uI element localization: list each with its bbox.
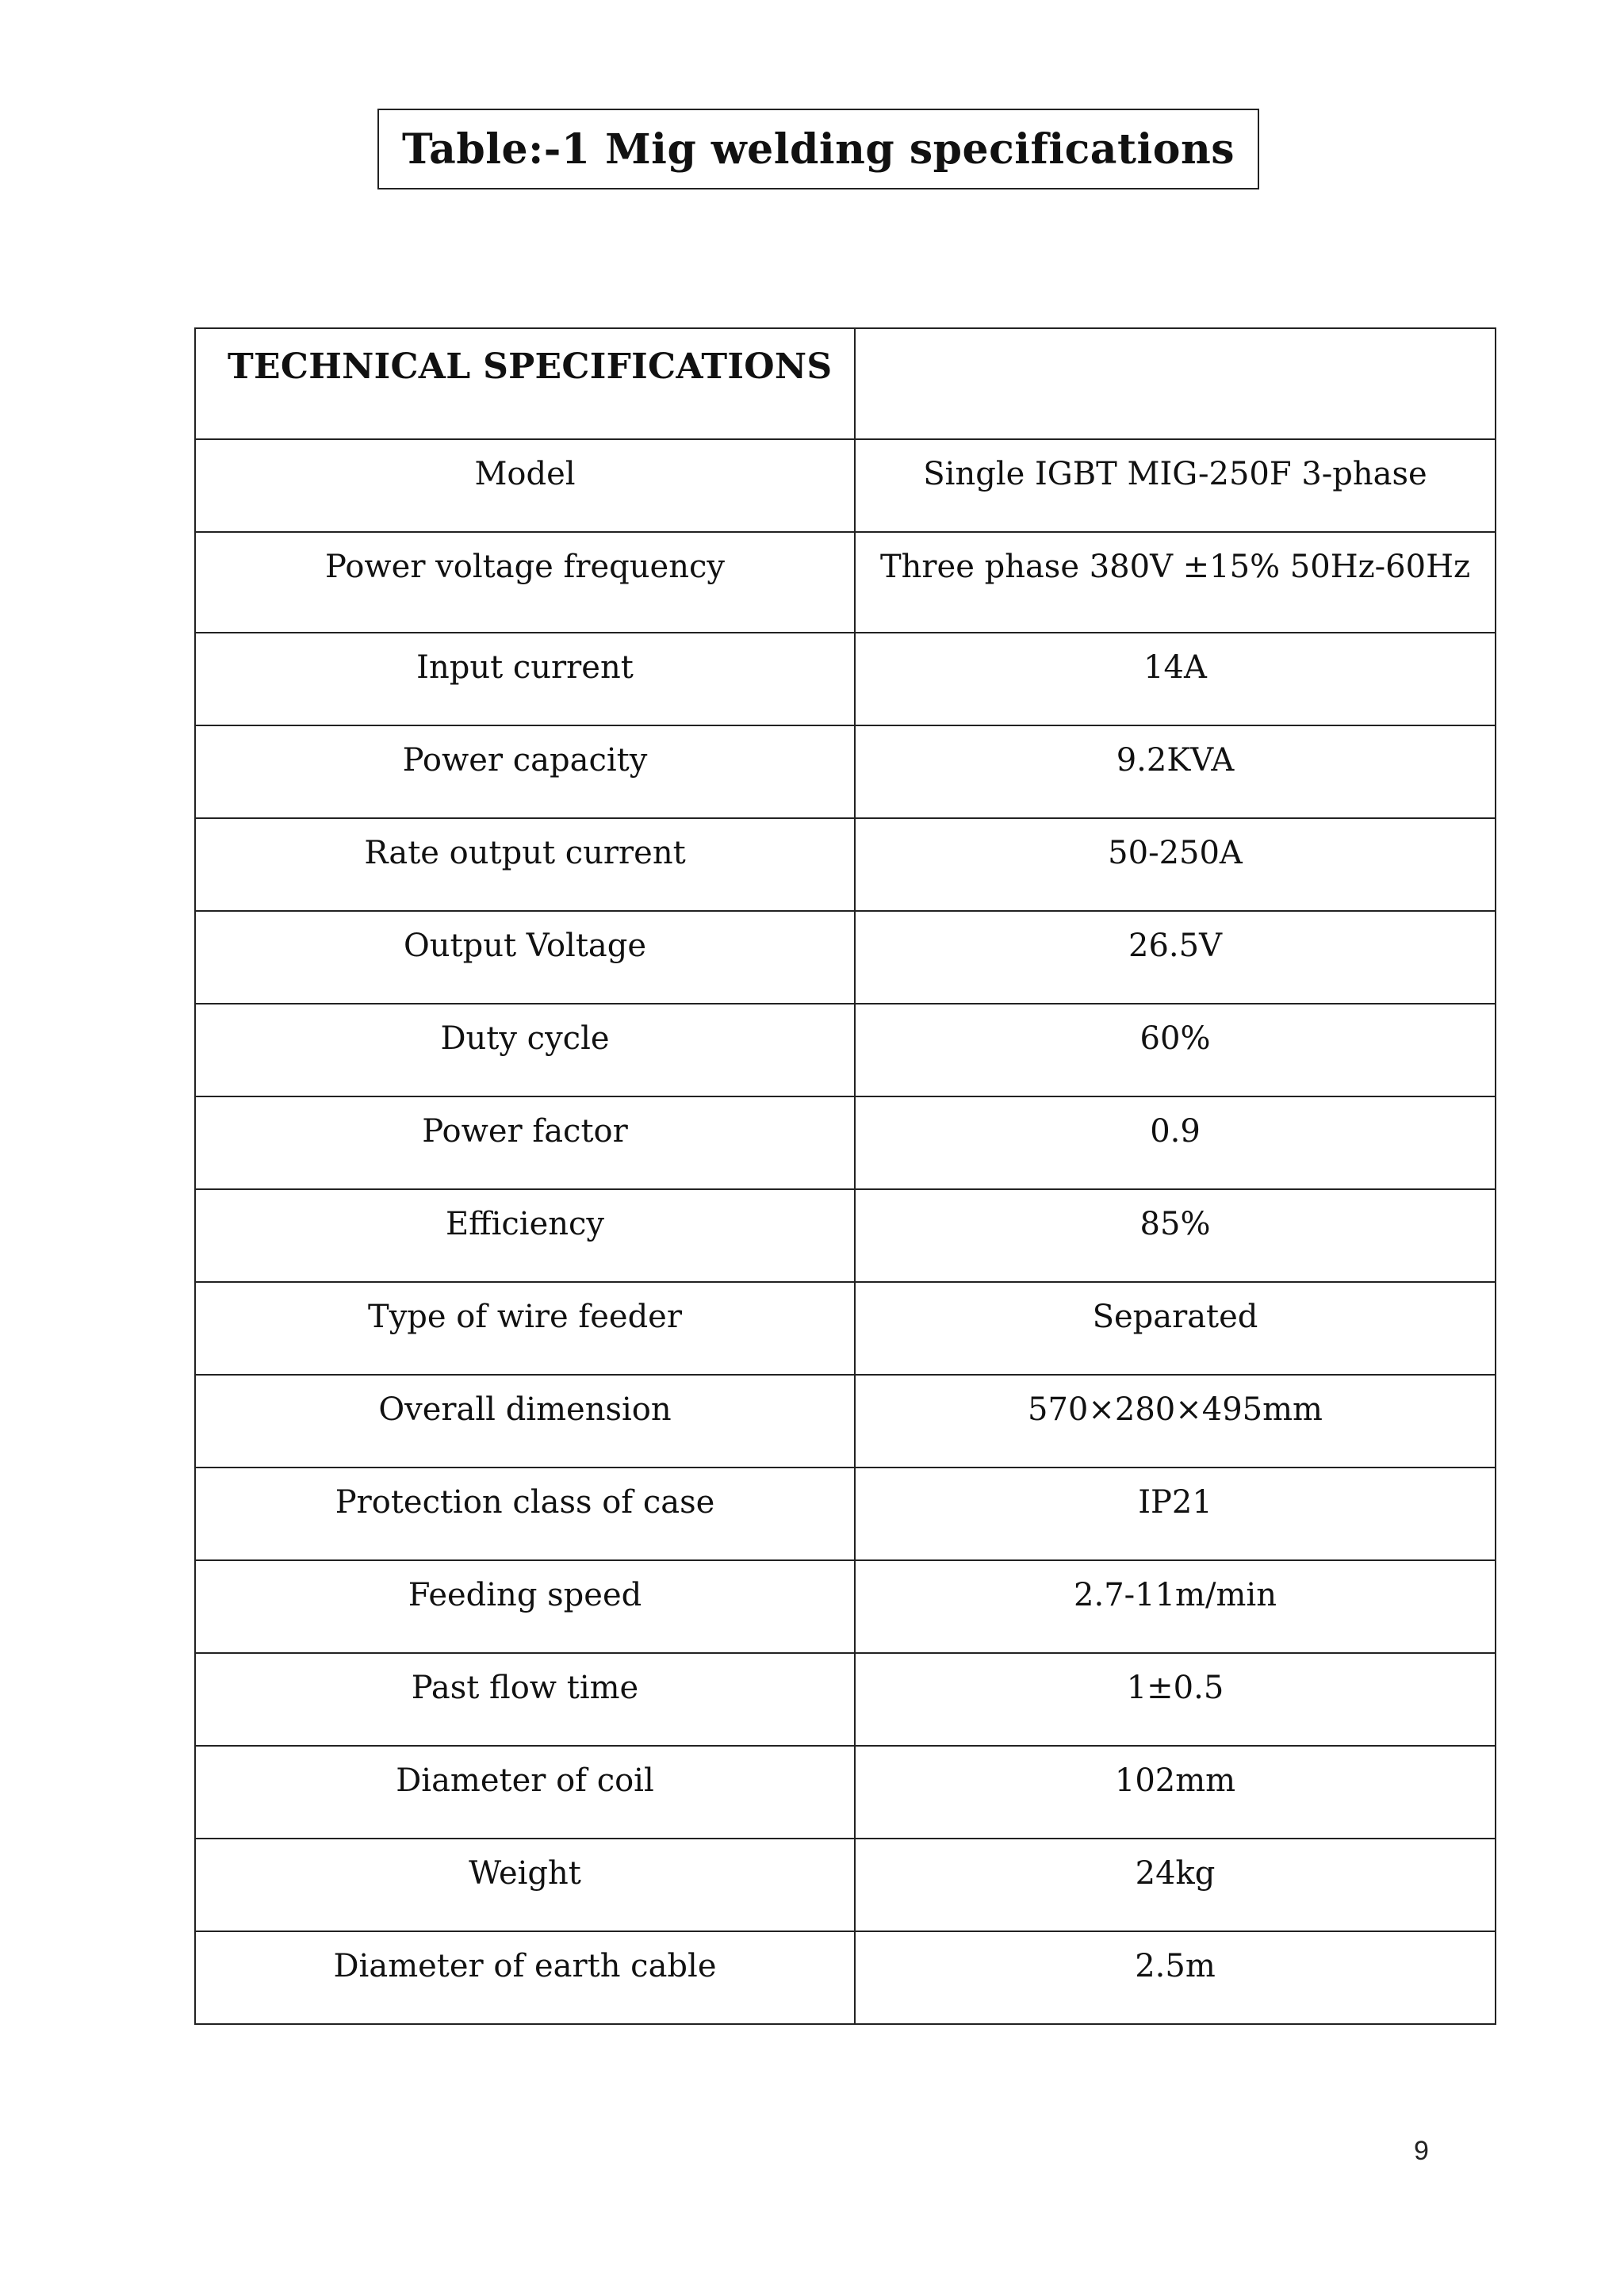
spec-label: Diameter of coil xyxy=(396,1762,654,1799)
spec-label-cell xyxy=(195,1282,855,1375)
spec-label-cell xyxy=(195,1375,855,1468)
spec-label-cell xyxy=(195,818,855,911)
spec-value: 570×280×495mm xyxy=(1028,1391,1323,1428)
spec-value: 2.7-11m/min xyxy=(1074,1577,1277,1613)
table-title-box xyxy=(377,109,1259,189)
spec-value-cell xyxy=(855,1839,1496,1931)
table-row xyxy=(195,725,1496,818)
spec-label: Rate output current xyxy=(364,835,686,871)
spec-value: 24kg xyxy=(1135,1855,1216,1892)
spec-label-cell xyxy=(195,633,855,725)
spec-label: Diameter of earth cable xyxy=(333,1948,717,1984)
table-row xyxy=(195,1189,1496,1282)
spec-value: 2.5m xyxy=(1135,1948,1216,1984)
spec-label: Power capacity xyxy=(402,742,648,779)
spec-label-cell xyxy=(195,1653,855,1746)
table-row xyxy=(195,1839,1496,1931)
spec-label: Efficiency xyxy=(445,1206,605,1242)
spec-label-cell xyxy=(195,532,855,633)
table-title: Table:-1 Mig welding specifications xyxy=(401,124,1235,174)
table-row xyxy=(195,1282,1496,1375)
spec-label: Power voltage frequency xyxy=(325,549,725,585)
spec-label: Weight xyxy=(469,1855,581,1892)
spec-label-cell xyxy=(195,1839,855,1931)
spec-value: 14A xyxy=(1143,649,1207,686)
table-row xyxy=(195,1004,1496,1096)
spec-label-cell xyxy=(195,911,855,1004)
spec-label: Past flow time xyxy=(411,1670,639,1706)
spec-label-cell xyxy=(195,439,855,532)
spec-label: Power factor xyxy=(422,1113,628,1150)
spec-value-cell xyxy=(855,532,1496,633)
spec-label-cell xyxy=(195,1931,855,2024)
spec-value: 50-250A xyxy=(1108,835,1243,871)
spec-value-cell xyxy=(855,1282,1496,1375)
spec-value-cell xyxy=(855,1375,1496,1468)
spec-value-cell xyxy=(855,818,1496,911)
page-number: 9 xyxy=(1414,2136,1429,2166)
table-header-label: TECHNICAL SPECIFICATIONS xyxy=(228,346,833,387)
table-row xyxy=(195,633,1496,725)
spec-value: IP21 xyxy=(1138,1484,1212,1521)
spec-label: Input current xyxy=(416,649,634,686)
spec-label: Protection class of case xyxy=(335,1484,715,1521)
table-row xyxy=(195,911,1496,1004)
table-row xyxy=(195,1375,1496,1468)
spec-label-cell xyxy=(195,1746,855,1839)
spec-value-cell xyxy=(855,911,1496,1004)
table-row xyxy=(195,818,1496,911)
spec-label: Model xyxy=(474,456,576,492)
spec-value-cell xyxy=(855,1189,1496,1282)
spec-label-cell xyxy=(195,1468,855,1560)
spec-label: Duty cycle xyxy=(440,1020,610,1057)
specifications-table xyxy=(194,327,1496,2025)
table-row xyxy=(195,1653,1496,1746)
spec-value-cell xyxy=(855,1468,1496,1560)
spec-value: Single IGBT MIG-250F 3-phase xyxy=(923,456,1427,492)
spec-value: 1±0.5 xyxy=(1126,1670,1224,1706)
spec-label: Overall dimension xyxy=(378,1391,672,1428)
spec-value: 85% xyxy=(1139,1206,1211,1242)
spec-value: 102mm xyxy=(1114,1762,1236,1799)
spec-label: Output Voltage xyxy=(403,928,647,964)
table-row xyxy=(195,1468,1496,1560)
table-row xyxy=(195,1096,1496,1189)
spec-value: 9.2KVA xyxy=(1116,742,1235,779)
table-row xyxy=(195,532,1496,633)
table-header-cell xyxy=(195,328,855,439)
spec-value: 60% xyxy=(1139,1020,1211,1057)
spec-label-cell xyxy=(195,1096,855,1189)
spec-value-cell xyxy=(855,1096,1496,1189)
spec-value-cell xyxy=(855,1004,1496,1096)
spec-value: 26.5V xyxy=(1128,928,1222,964)
spec-label-cell xyxy=(195,1004,855,1096)
spec-value-cell xyxy=(855,1746,1496,1839)
spec-label: Type of wire feeder xyxy=(368,1299,682,1335)
spec-value: 0.9 xyxy=(1150,1113,1201,1150)
spec-label-cell xyxy=(195,1560,855,1653)
spec-label: Feeding speed xyxy=(408,1577,642,1613)
table-header-row xyxy=(195,328,1496,439)
spec-value: Separated xyxy=(1092,1299,1258,1335)
table-row xyxy=(195,1560,1496,1653)
spec-label-cell xyxy=(195,725,855,818)
spec-label-cell xyxy=(195,1189,855,1282)
spec-value-cell xyxy=(855,633,1496,725)
spec-value-cell xyxy=(855,1931,1496,2024)
table-row xyxy=(195,439,1496,532)
spec-value-cell xyxy=(855,439,1496,532)
table-row xyxy=(195,1746,1496,1839)
table-header-value-cell xyxy=(855,328,1496,439)
spec-value-cell xyxy=(855,1653,1496,1746)
spec-value: Three phase 380V ±15% 50Hz-60Hz xyxy=(879,549,1471,585)
spec-value-cell xyxy=(855,725,1496,818)
spec-value-cell xyxy=(855,1560,1496,1653)
table-row xyxy=(195,1931,1496,2024)
